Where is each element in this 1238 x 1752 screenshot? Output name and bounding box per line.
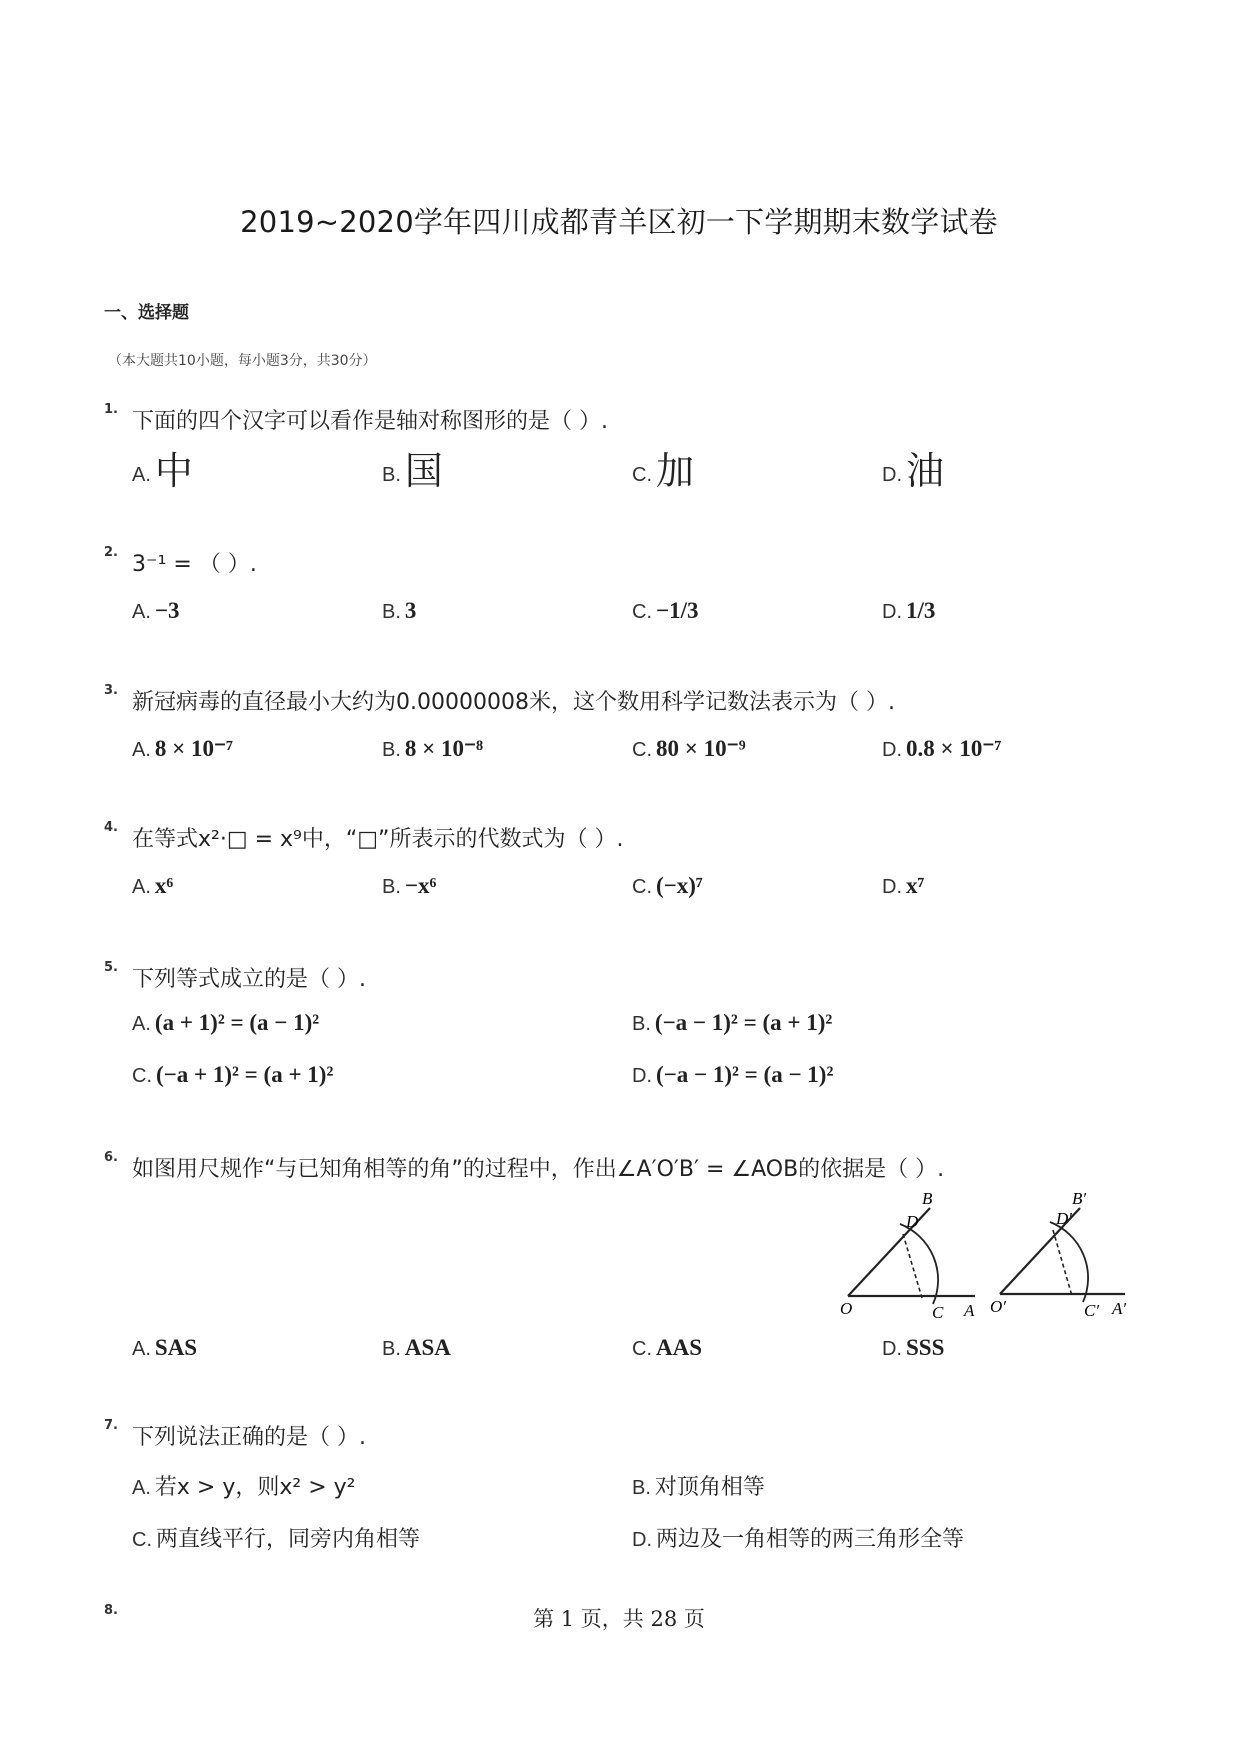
option-c [632, 598, 699, 624]
option-c [632, 440, 694, 495]
option-text: −3 [154, 598, 180, 623]
option-letter: B. [382, 601, 401, 623]
question-number: 8. [104, 1603, 118, 1618]
option-letter: B. [382, 876, 401, 898]
question-stem: 在等式x²·□ = x⁹中，“□”所表示的代数式为（ ）. [132, 827, 624, 852]
option-b [382, 736, 483, 762]
option-letter: C. [132, 1065, 152, 1087]
option-a [132, 1010, 319, 1036]
option-d [632, 1062, 833, 1088]
question-stem: 如图用尺规作“与已知角相等的角”的过程中，作出∠A′O′B′ = ∠AOB的依据是（ ）. [132, 1157, 945, 1182]
figure-label-c: C [932, 1303, 944, 1322]
option-text: SAS [154, 1335, 198, 1360]
option-letter: A. [132, 464, 151, 486]
option-d [882, 873, 924, 899]
option-letter: C. [632, 464, 652, 486]
option-text: x⁷ [906, 873, 925, 898]
option-d [882, 736, 1001, 762]
option-letter: B. [382, 1338, 401, 1360]
option-text: (a + 1)² = (a − 1)² [154, 1010, 320, 1035]
option-text: 1/3 [906, 598, 936, 623]
option-text: 若x > y，则x² > y² [154, 1475, 356, 1500]
question-stem: 3⁻¹ = （ ）. [132, 552, 257, 577]
option-letter: D. [882, 464, 902, 486]
option-letter: A. [132, 876, 151, 898]
option-c [132, 1522, 420, 1553]
option-letter: D. [882, 876, 902, 898]
option-text: 两直线平行，同旁内角相等 [156, 1527, 421, 1552]
figure-label-b: B [922, 1190, 933, 1208]
figure-label-d-prime: D′ [1056, 1209, 1072, 1228]
option-text: 油 [906, 449, 945, 493]
option-letter: B. [632, 1477, 651, 1499]
option-text: −1/3 [656, 598, 699, 623]
option-letter: B. [382, 739, 401, 761]
option-b [382, 598, 416, 624]
option-c [632, 736, 746, 762]
option-d [632, 1522, 964, 1553]
option-letter: A. [132, 601, 151, 623]
figure-label-c-prime: C′ [1084, 1301, 1100, 1320]
option-letter: D. [632, 1529, 652, 1551]
option-letter: D. [632, 1065, 652, 1087]
option-text: 8 × 10⁻⁷ [154, 736, 234, 761]
option-a [132, 598, 180, 624]
option-text: 国 [404, 449, 443, 493]
section-heading: 一、选择题 [104, 303, 189, 323]
option-b [632, 1010, 832, 1036]
option-text: 0.8 × 10⁻⁷ [906, 736, 1002, 761]
option-b [382, 1335, 451, 1361]
option-a [132, 736, 233, 762]
question-number: 2. [104, 545, 118, 560]
option-letter: A. [132, 739, 151, 761]
option-text: (−a + 1)² = (a + 1)² [156, 1062, 334, 1087]
question-stem: 下列说法正确的是（ ）. [132, 1425, 366, 1450]
figure-label-o-prime: O′ [990, 1297, 1006, 1316]
option-a [132, 873, 173, 899]
option-c [632, 873, 703, 899]
option-text: (−a − 1)² = (a − 1)² [656, 1062, 834, 1087]
figure-label-a: A [964, 1301, 975, 1320]
option-letter: A. [132, 1477, 151, 1499]
question-number: 3. [104, 683, 118, 698]
question-number: 5. [104, 960, 118, 975]
question-stem: 新冠病毒的直径最小大约为0.00000008米，这个数用科学记数法表示为（ ）. [132, 690, 895, 715]
option-letter: D. [882, 1338, 902, 1360]
exam-title: 2019~2020学年四川成都青羊区初一下学期期末数学试卷 [240, 205, 998, 239]
option-d [882, 598, 935, 624]
option-letter: C. [632, 601, 652, 623]
figure-label-a-prime: A′ [1112, 1299, 1127, 1318]
question-number: 7. [104, 1418, 118, 1433]
option-text: 80 × 10⁻⁹ [656, 736, 746, 761]
option-text: SSS [906, 1335, 945, 1360]
option-letter: B. [382, 464, 401, 486]
option-text: ASA [404, 1335, 451, 1360]
page-footer: 第 1 页，共 28 页 [533, 1607, 705, 1631]
question-number: 4. [104, 820, 118, 835]
question-number: 6. [104, 1150, 118, 1165]
option-text: AAS [656, 1335, 703, 1360]
question-stem: 下列等式成立的是（ ）. [132, 967, 366, 992]
option-c [632, 1335, 702, 1361]
option-a [132, 440, 193, 495]
option-letter: D. [882, 739, 902, 761]
option-letter: A. [132, 1013, 151, 1035]
option-b [382, 440, 443, 495]
option-letter: C. [132, 1529, 152, 1551]
option-letter: A. [132, 1338, 151, 1360]
option-text: x⁶ [154, 873, 174, 898]
angle-construction-figure [840, 1190, 1140, 1330]
option-d [882, 1335, 944, 1361]
option-letter: C. [632, 739, 652, 761]
option-text: 中 [154, 449, 193, 493]
figure-label-b-prime: B′ [1072, 1190, 1087, 1208]
figure-label-o: O [840, 1299, 853, 1318]
option-text: −x⁶ [404, 873, 437, 898]
option-text: 8 × 10⁻⁸ [404, 736, 484, 761]
option-letter: D. [882, 601, 902, 623]
option-text: 两边及一角相等的两三角形全等 [656, 1527, 965, 1552]
option-text: (−a − 1)² = (a + 1)² [654, 1010, 833, 1035]
question-number: 1. [104, 402, 118, 417]
option-letter: B. [632, 1013, 651, 1035]
option-a [132, 1335, 197, 1361]
option-d [882, 440, 944, 495]
option-c [132, 1062, 333, 1088]
option-text: 对顶角相等 [654, 1475, 765, 1500]
option-text: 加 [656, 449, 695, 493]
option-b [632, 1470, 765, 1501]
figure-label-d: D [906, 1212, 919, 1231]
option-b [382, 873, 436, 899]
question-stem: 下面的四个汉字可以看作是轴对称图形的是（ ）. [132, 409, 608, 434]
option-text: 3 [404, 598, 417, 623]
section-note: （本大题共10小题，每小题3分，共30分） [108, 353, 377, 369]
option-letter: C. [632, 1338, 652, 1360]
option-a [132, 1470, 355, 1501]
option-letter: C. [632, 876, 652, 898]
option-text: (−x)⁷ [656, 873, 703, 898]
